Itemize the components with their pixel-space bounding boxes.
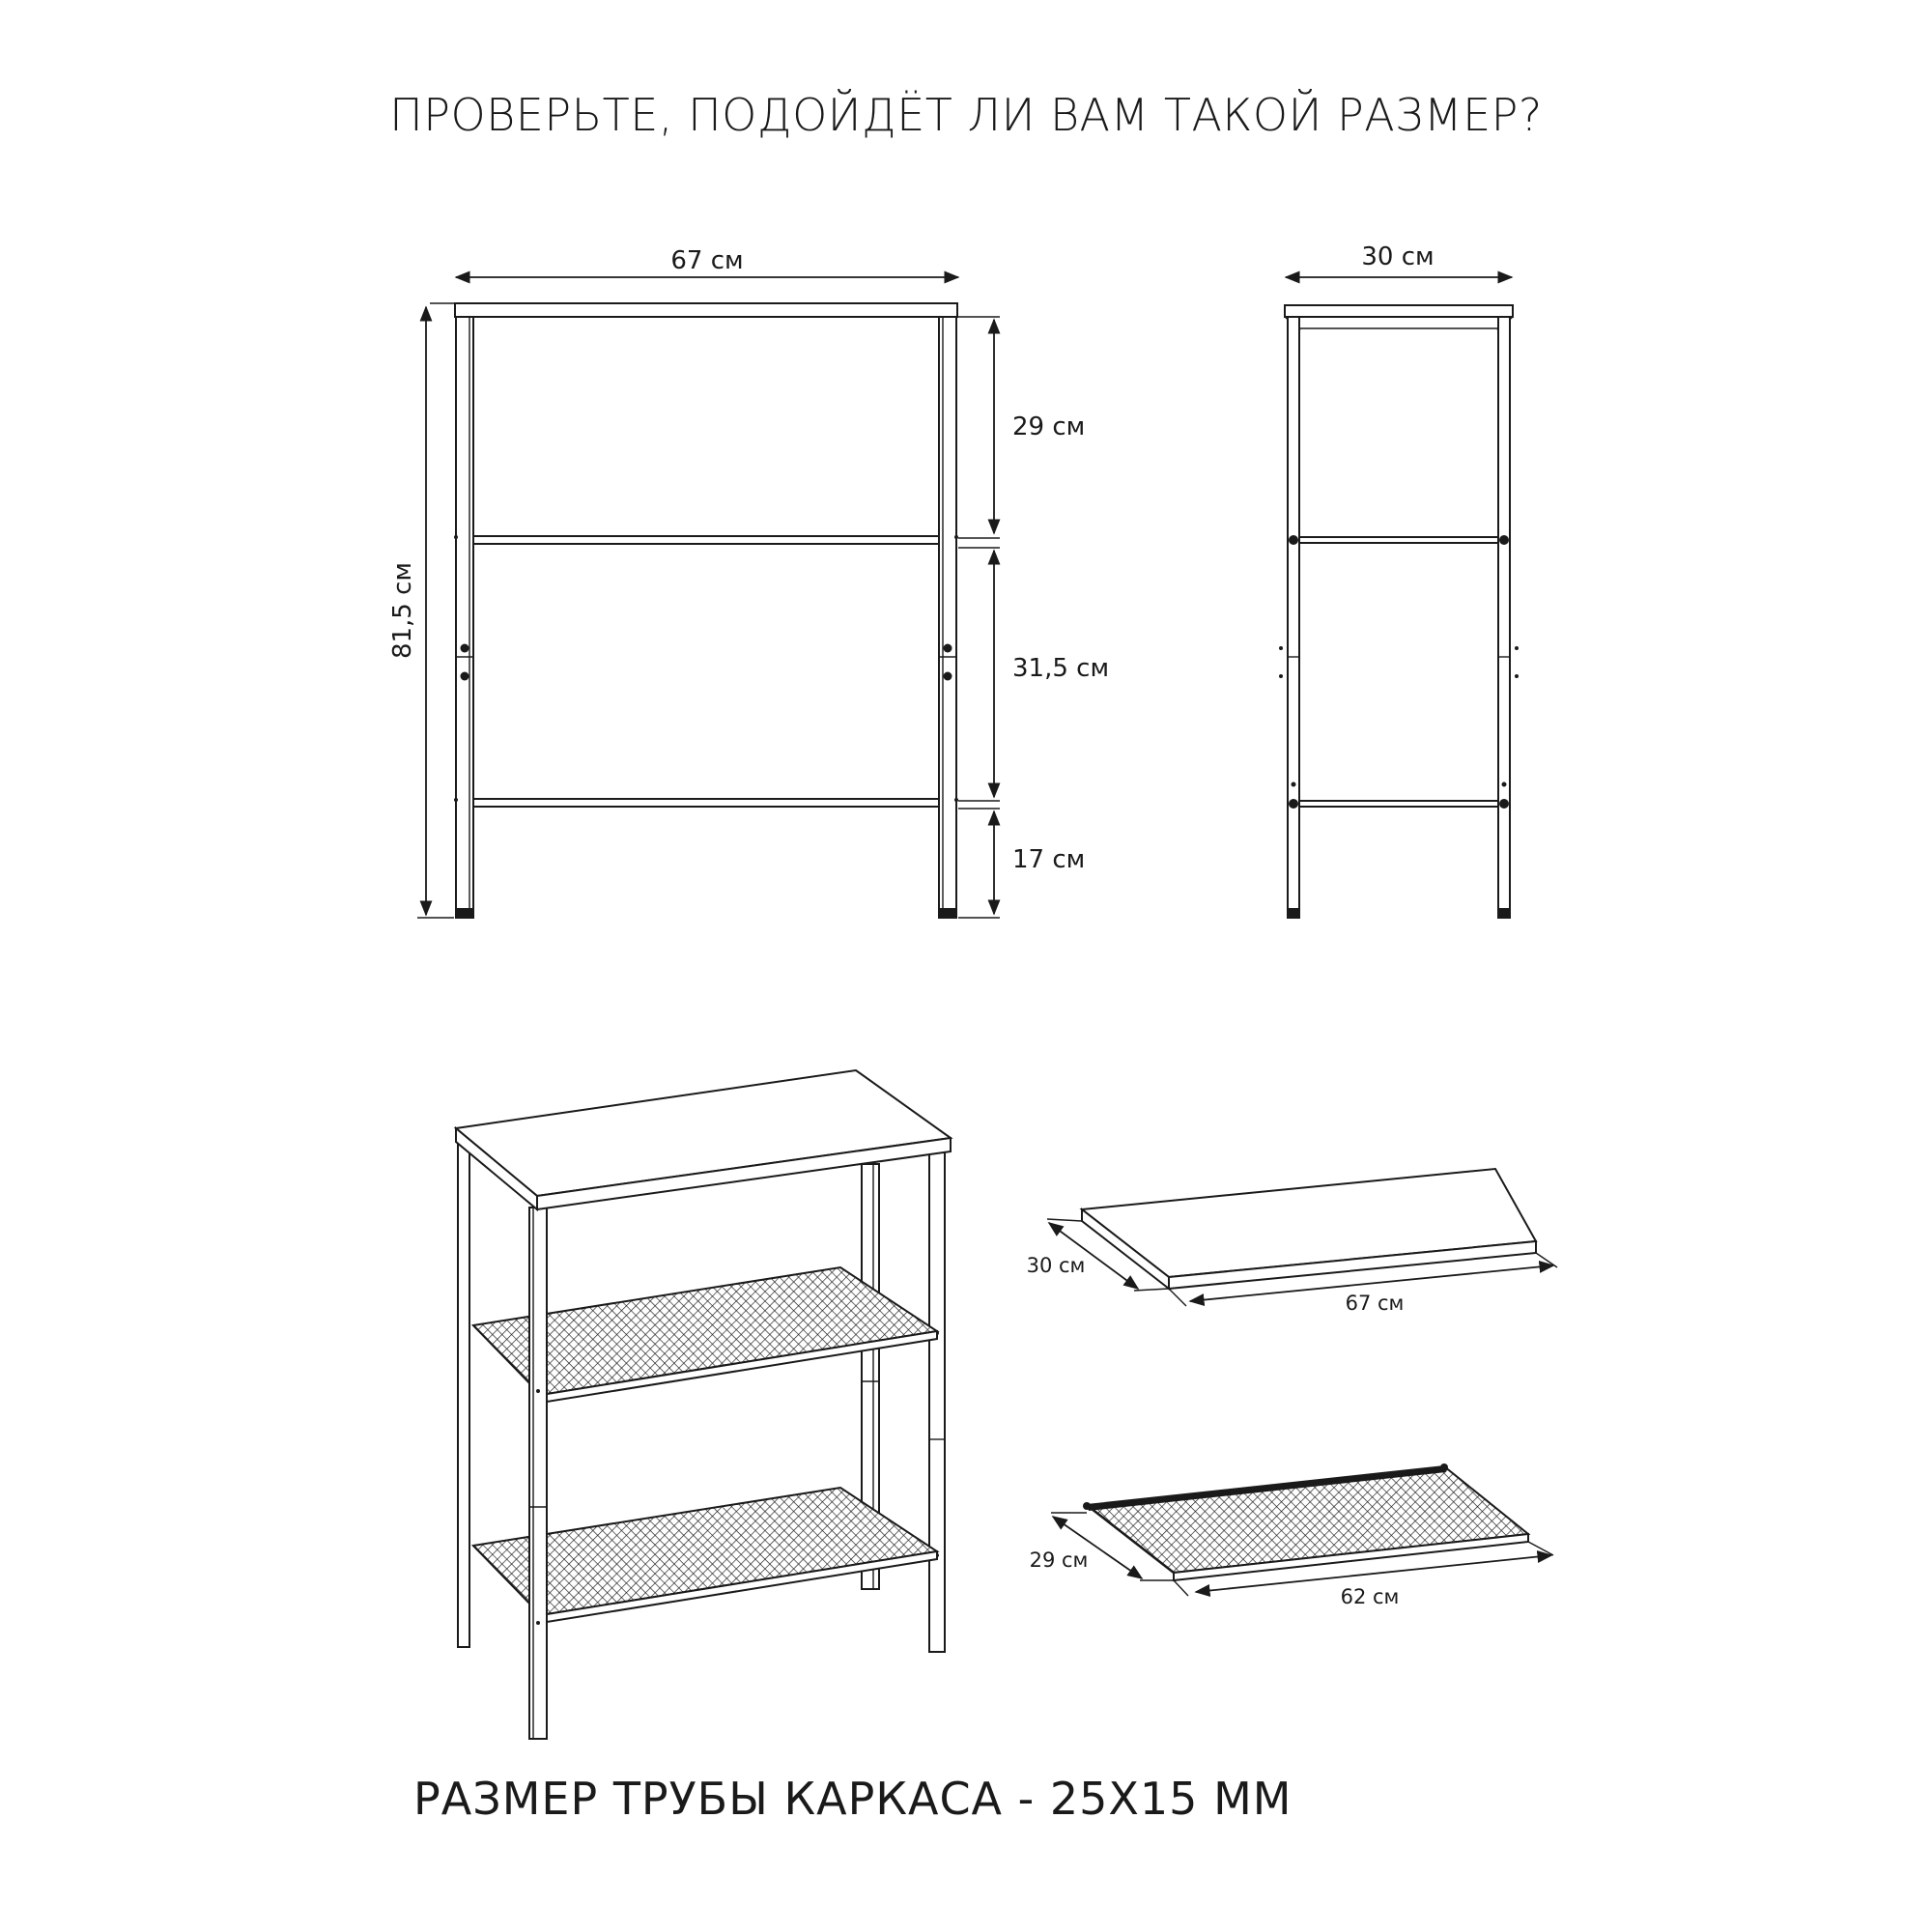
front-top-panel <box>455 303 957 317</box>
top-panel-part <box>1027 1169 1557 1315</box>
side-lower-shelf <box>1299 801 1498 807</box>
front-right-leg <box>939 317 958 918</box>
frame-tube-size-note: РАЗМЕР ТРУБЫ КАРКАСА - 25Х15 ММ <box>413 1773 1293 1825</box>
side-front-leg <box>1288 317 1299 918</box>
mesh-shelf-part <box>1030 1463 1553 1608</box>
side-upper-shelf <box>1299 537 1498 543</box>
side-view <box>1279 242 1519 918</box>
front-left-leg <box>454 317 473 918</box>
mesh-shelf-depth-label: 29 см <box>1029 1548 1089 1572</box>
iso-right-leg <box>929 1150 945 1652</box>
front-lower-shelf <box>473 799 939 807</box>
section-top-label: 29 см <box>1012 412 1086 441</box>
front-height-label: 81,5 см <box>388 561 417 660</box>
side-top-panel <box>1285 305 1513 317</box>
side-depth-label: 30 см <box>1361 242 1435 271</box>
side-back-leg <box>1498 317 1510 918</box>
section-bottom-label: 17 см <box>1012 845 1086 874</box>
page-title: ПРОВЕРЬТЕ, ПОДОЙДЁТ ЛИ ВАМ ТАКОЙ РАЗМЕР? <box>389 89 1543 141</box>
front-width-label: 67 см <box>670 246 744 275</box>
top-panel-depth-label: 30 см <box>1026 1254 1086 1277</box>
section-middle-label: 31,5 см <box>1012 654 1110 683</box>
mesh-shelf-width-label: 62 см <box>1340 1585 1400 1608</box>
top-panel-width-label: 67 см <box>1345 1292 1405 1315</box>
isometric-view <box>456 1070 951 1739</box>
front-view <box>388 246 1109 918</box>
iso-left-leg <box>529 1208 547 1739</box>
front-upper-shelf <box>473 536 939 544</box>
